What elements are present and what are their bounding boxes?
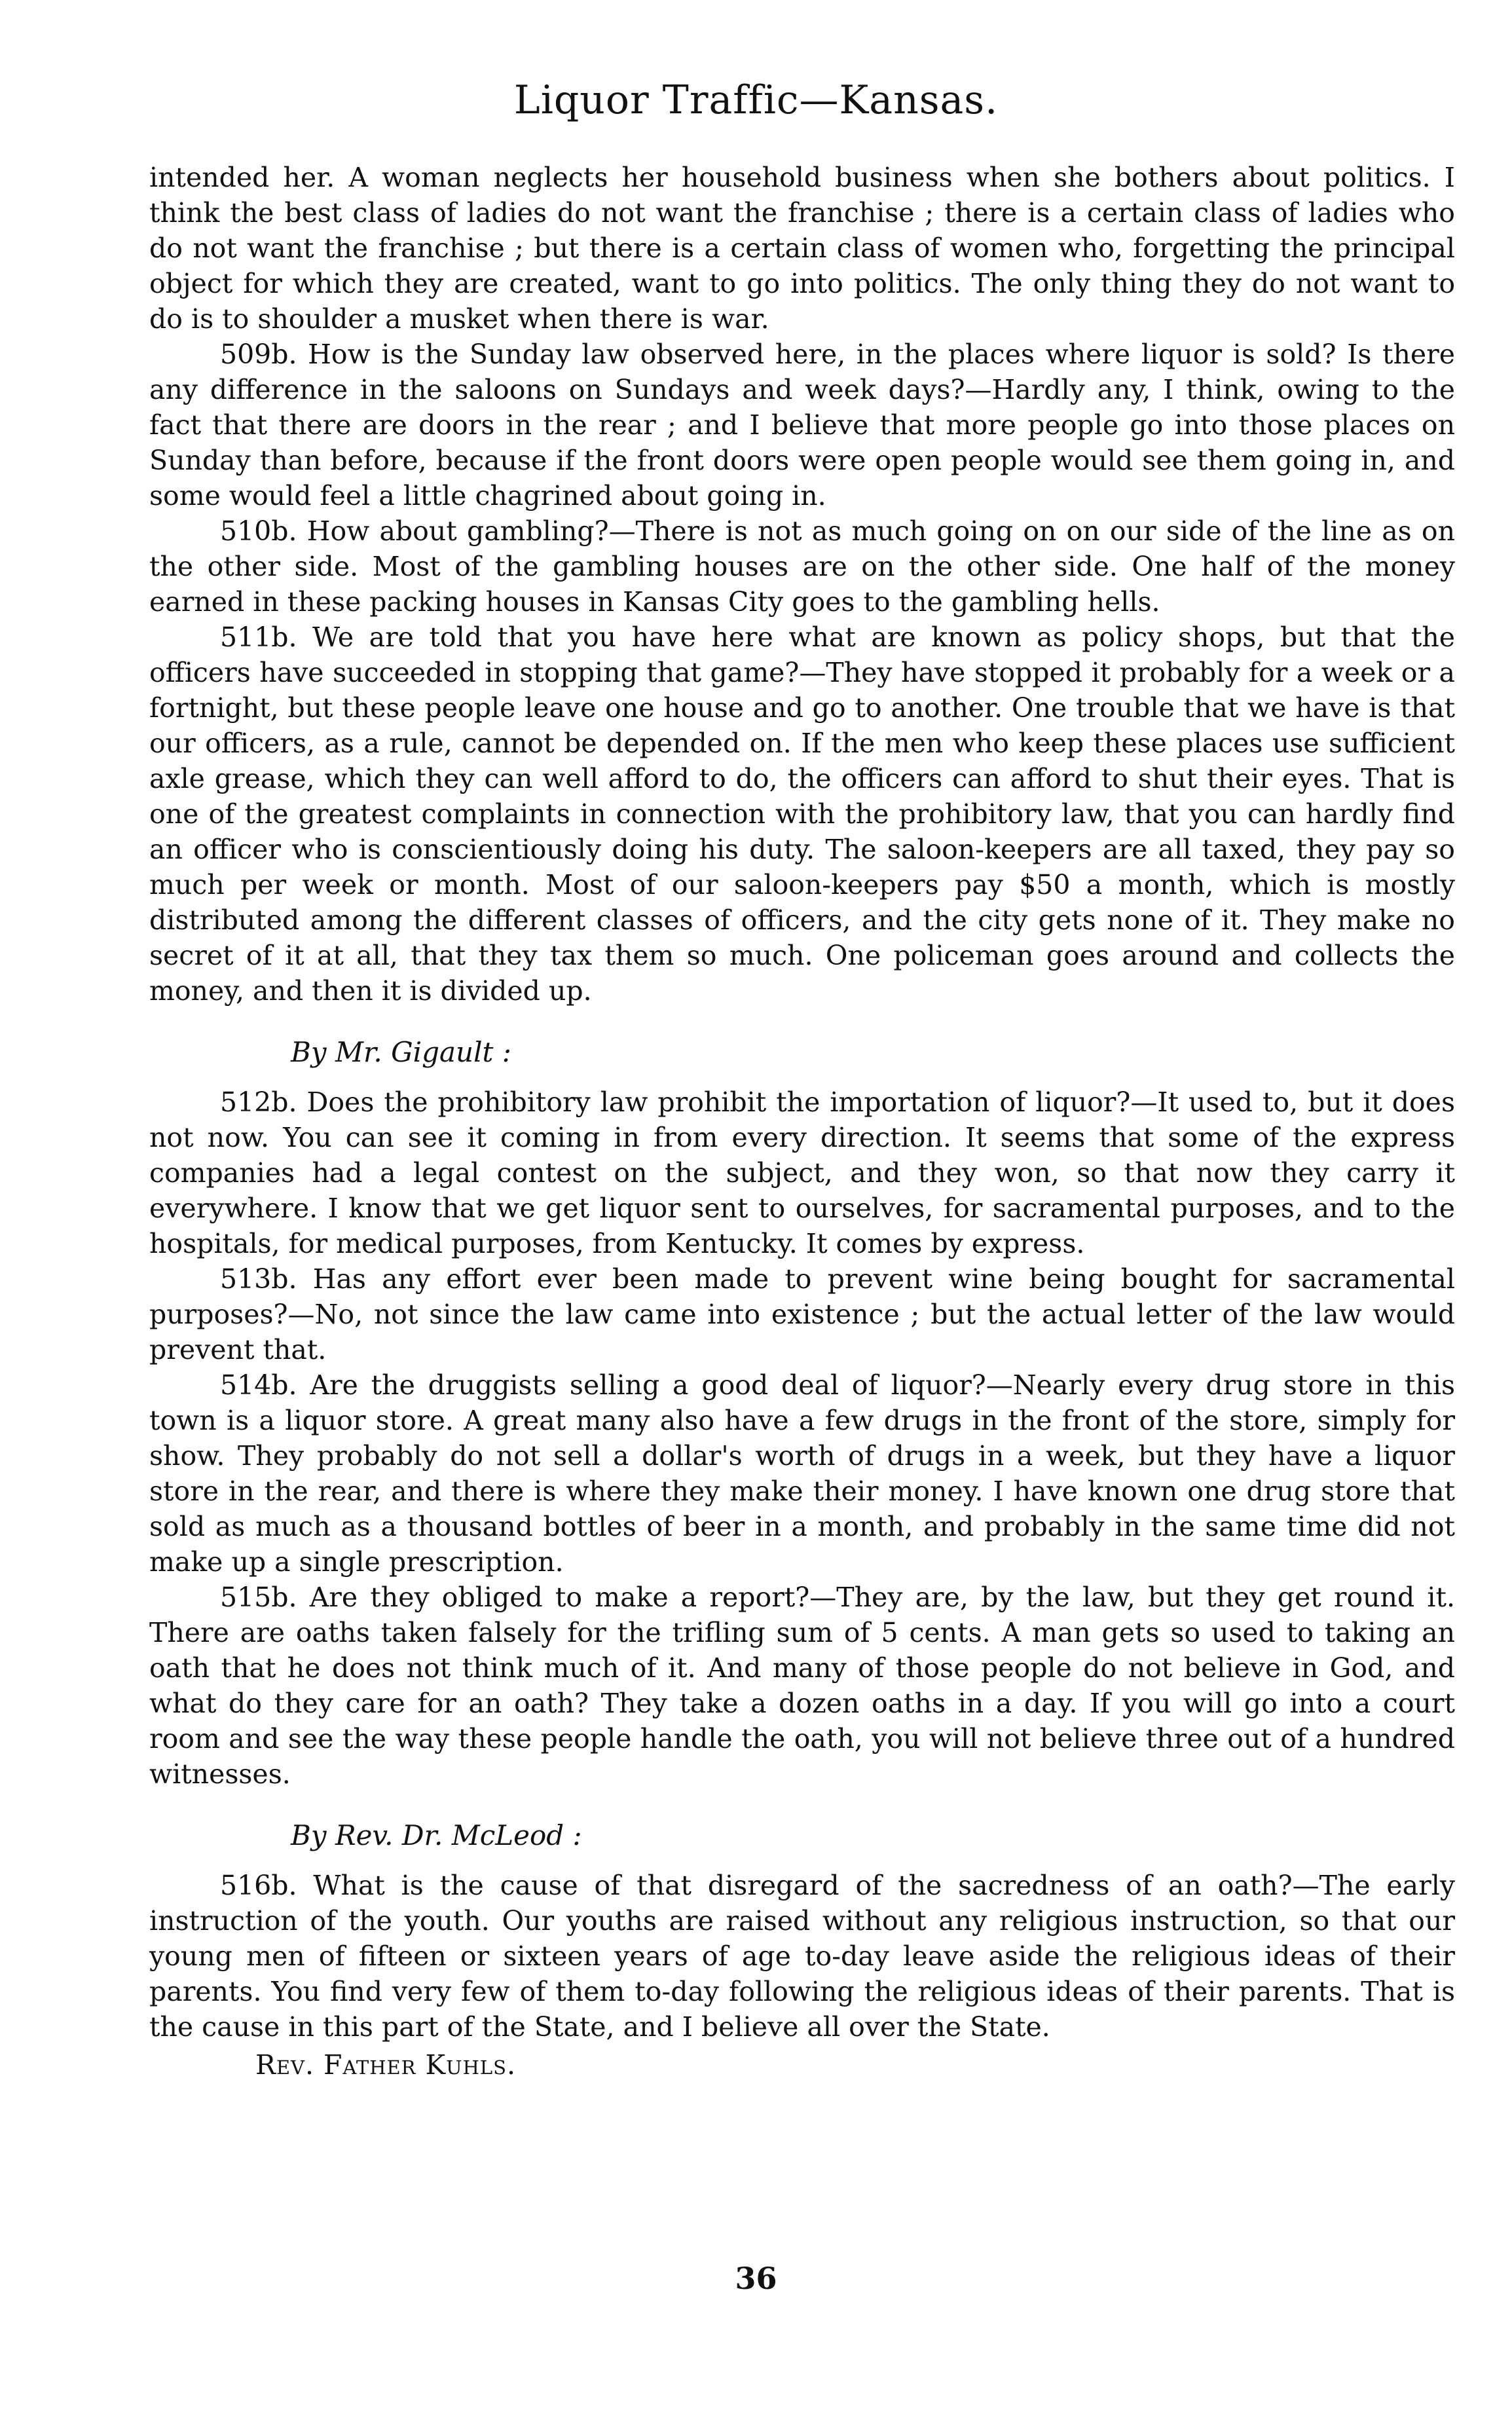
question-516b: 516b. What is the cause of that disregard of the sacredness of an oath?—The early instruction of the youth. Our youths are raised without any religious instruction, so that our young men of fifteen or sixteen years of age to-day leave aside the religious ideas of their parents. You find very few of them to-day following the religious ideas of their parents. That is the cause in this part of the State, and I believe all over the State. <box>149 1870 1455 2043</box>
question-511b: 511b. We are told that you have here what are known as policy shops, but that the officers have succeeded in stopping that game?—They have stopped it probably for a week or a fortnight, but these people leave one house and go to another. One trouble that we have is that our officers, as a rule, cannot be depended on. If the men who keep these places use sufficient axle grease, which they can well afford to do, the officers can afford to shut their eyes. That is one of the greatest complaints in connection with the prohibitory law, that you can hardly find an officer who is conscientiously doing his duty. The saloon-keepers are all taxed, they pay so much per week or month. Most of our saloon-keepers pay $50 a month, which is mostly distributed among the different classes of officers, and the city gets none of it. They make no secret of it at all, that they tax them so much. One policeman goes around and collects the money, and then it is divided up. <box>149 621 1455 1007</box>
page-number: 36 <box>735 2261 777 2296</box>
examiner-heading-gigault: By Mr. Gigault : <box>291 1036 511 1068</box>
question-513b: 513b. Has any effort ever been made to prevent wine being bought for sacramental purposes?—No, not since the law came into existence ; but the actual letter of the law would prevent that. <box>149 1263 1455 1365</box>
question-515b: 515b. Are they obliged to make a report?—They are, by the law, but they get round it. There are oaths taken falsely for the trifling sum of 5 cents. A man gets so used to taking an oath that he does not think much of it. And many of those people do not believe in God, and what do they care for an oath? They take a dozen oaths in a day. If you will go into a court room and see the way these people handle the oath, you will not believe three out of a hundred witnesses. <box>149 1582 1455 1790</box>
question-510b: 510b. How about gambling?—There is not as much going on on our side of the line as on the other side. Most of the gambling houses are on the other side. One half of the money earned in these packing houses in Kansas City goes to the gambling hells. <box>149 515 1455 618</box>
testimony-body <box>149 160 1455 2083</box>
examiner-heading-mcleod: By Rev. Dr. McLeod : <box>291 1819 582 1851</box>
running-title: Liquor Traffic—Kansas. <box>513 77 999 123</box>
question-514b: 514b. Are the druggists selling a good deal of liquor?—Nearly every drug store in this town is a liquor store. A great many also have a few drugs in the front of the store, simply for show. They probably do not sell a dollar's worth of drugs in a week, but they have a liquor store in the rear, and there is where they make their money. I have known one drug store that sold as much as a thousand bottles of beer in a month, and probably in the same time did not make up a single prescription. <box>149 1369 1455 1578</box>
question-509b: 509b. How is the Sunday law observed here, in the places where liquor is sold? Is there any difference in the saloons on Sundays and week days?—Hardly any, I think, owing to the fact that there are doors in the rear ; and I believe that more people go into those places on Sunday than before, because if the front doors were open people would see them going in, and some would feel a little chagrined about going in. <box>149 339 1455 511</box>
witness-signature: Rev. Father Kuhls. <box>255 2049 517 2081</box>
continuation-paragraph: intended her. A woman neglects her household business when she bothers about politics. I think the best class of ladies do not want the franchise ; there is a certain class of ladies who do not want the franchise ; but there is a certain class of women who, forgetting the principal object for which they are created, want to go into politics. The only thing they do not want to do is to shoulder a musket when there is war. <box>149 162 1455 335</box>
question-512b: 512b. Does the prohibitory law prohibit the importation of liquor?—It used to, but it does not now. You can see it coming in from every direction. It seems that some of the express companies had a legal contest on the subject, and they won, so that now they carry it everywhere. I know that we get liquor sent to ourselves, for sacramental purposes, and to the hospitals, for medical purposes, from Kentucky. It comes by express. <box>149 1086 1455 1259</box>
